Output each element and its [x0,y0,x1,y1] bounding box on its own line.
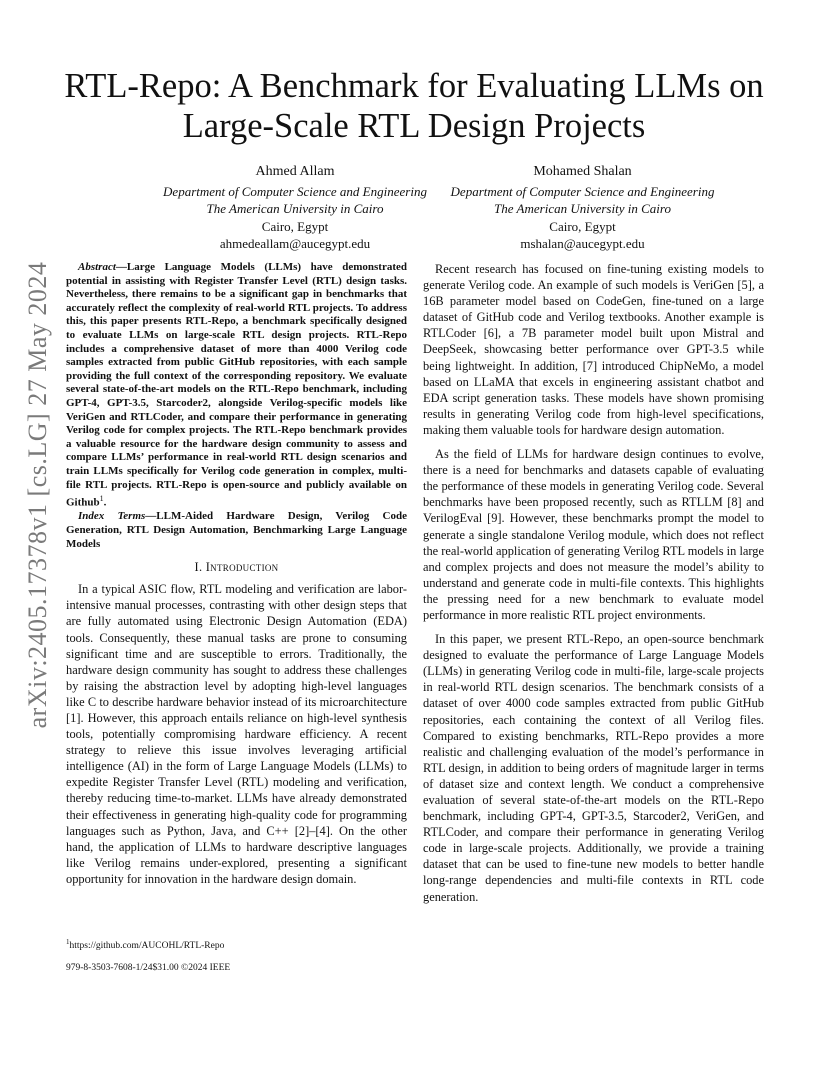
section-title: Introduction [205,560,279,575]
section-numeral: I. [194,560,206,575]
author-email: mshalan@aucegypt.edu [520,236,645,251]
author-university: The American University in Cairo [494,201,671,216]
author-block-2 [410,163,755,253]
arxiv-id: arXiv:2405.17378v1 [cs.LG] 27 May 2024 [23,261,52,729]
arxiv-sidebar-stamp [22,250,54,740]
right-column [423,261,764,905]
paragraph: In this paper, we present RTL-Repo, an open-source benchmark designed to evaluate the performance of Large Language Models (LLMs) in generating Verilog code in multi-file, large-scale projects in real-world RTL design scenarios. The benchmark consists of a dataset of over 4000 code samples extracted from public GitHub repositories, each containing the context of all Verilog files. Compared to existing benchmarks, RTL-Repo provides a more realistic and challenging evaluation of the model’s performance in RTL design, in addition to being orders of magnitude larger in terms of dataset size and context length. We conduct a comprehensive evaluation of several state-of-the-art models on the RTL-Repo benchmark, including GPT-4, GPT-3.5, Starcoder2, VeriGen, and RTLCoder, and compare their performance in generating Verilog code in large-scale projects. Additionally, we provide a training dataset that can be used to fine-tune new models to better handle long-range dependencies and multi-file contexts in RTL code generation. [423,632,764,904]
author-name: Mohamed Shalan [533,164,632,179]
author-department: Department of Computer Science and Engineering [450,183,715,199]
abstract-label: Abstract [78,261,116,273]
index-terms [66,510,407,551]
paragraph: In a typical ASIC flow, RTL modeling and verification are labor-intensive manual processes, contrasting with other design steps that are fully automated using Electronic Design Automation (EDA) tools. Consequently, these manual tasks are prone to consuming significant time and are susceptible to errors. Traditionally, the hardware design community has sought to address these challenges by raising the abstraction level by adopting high-level languages like C to describe hardware behavior instead of its microarchitecture [1]. However, this approach entails reliance on high-level synthesis tools, potentially compromising hardware efficiency. A recent strategy to relieve this issue involves leveraging artificial intelligence (AI) in the form of Large Language Models (LLMs) to expedite Register Transfer Level (RTL) modeling and verification, thereby reducing time-to-market. LLMs have already demonstrated their effectiveness in generating high-quality code for programming languages such as Python, Java, and C++ [2]–[4]. On the other hand, the application of LLMs to hardware descriptive languages like Verilog remains under-explored, presenting a significant opportunity for innovation in the hardware design domain. [66,582,407,886]
footnote-mark: 1 [99,494,104,504]
left-column [66,261,407,887]
title-line-1: RTL-Repo: A Benchmark for Evaluating LLMs on [64,67,764,105]
abstract [66,261,407,510]
abstract-text: —Large Language Models (LLMs) have demonstrated potential in assisting with Register Transfer Level (RTL) design tasks. Nevertheless, there remains to be a significant gap in benchmarks that accurately reflect the complexity of real-world RTL projects. To address this, this paper presents RTL-Repo, a benchmark specifically designed to evaluate LLMs on large-scale RTL design projects. RTL-Repo includes a comprehensive dataset of more than 4000 Verilog code samples extracted from public GitHub repositories, with each sample providing the full context of the corresponding repository. We evaluate several state-of-the-art models on the RTL-Repo benchmark, including GPT-4, GPT-3.5, Starcoder2, alongside Verilog-specific models like VeriGen and RTLCoder, and compare their performance in generating Verilog code for complex projects. The RTL-Repo benchmark provides a valuable resource for the hardware design community to assess and compare LLMs’ performance in real-world RTL design scenarios and train LLMs specifically for Verilog code generation in complex, multi-file RTL projects. RTL-Repo is open-source and publicly available on Github [66,261,407,509]
author-department: Department of Computer Science and Engineering [163,183,427,199]
author-city: Cairo, Egypt [549,218,616,234]
title-line-2: Large-Scale RTL Design Projects [182,107,646,145]
paper-title [60,66,768,146]
index-terms-label: Index Terms [78,510,146,523]
author-email: ahmedeallam@aucegypt.edu [219,236,371,251]
footnote-url [66,938,224,951]
author-block-1 [150,163,440,253]
footnote-number: 1 [66,938,70,946]
section-heading-introduction [66,559,407,575]
author-city: Cairo, Egypt [261,218,329,234]
author-university: The American University in Cairo [206,201,384,216]
index-terms-text: —LLM-Aided Hardware Design, Verilog Code Generation, RTL Design Automation, Benchmarking Large Language Models [66,510,407,550]
author-name: Ahmed Allam [255,164,335,179]
paragraph: As the field of LLMs for hardware design continues to evolve, there is a need for benchmarks and datasets capable of evaluating the performance of these models in generating Verilog code. Several benchmarks have been proposed recently, such as RTLLM [8] and VerilogEval [9]. However, these benchmarks prompt the model to generate a single standalone Verilog module, which does not reflect the real-world application of generating Verilog RTL models in large and complex projects and does not measure the model’s ability to understand and generate code in multi-file contexts. This highlights the pressing need for a new benchmark to evaluate model performance in more realistic RTL project environments. [423,447,764,622]
copyright-notice: 979-8-3503-7608-1/24$31.00 ©2024 IEEE [66,963,231,973]
paragraph: Recent research has focused on fine-tuning existing models to generate Verilog code. An example of such models is VeriGen [5], a 16B parameter model based on CodeGen, fine-tuned on a large dataset of GitHub code and Verilog textbooks. Another example is RTLCoder [6], a 7B parameter model built upon Mistral and DeepSeek, showcasing better performance over GPT-3.5 while being lightweight. In addition, [7] introduced ChipNeMo, a model based on LLaMA that excels in engineering assistant chatbot and EDA script generation tasks. These models have shown promising results in generating Verilog code from high-level specifications, making them valuable tools for hardware design automation. [423,262,764,437]
abstract-end: . [103,496,107,509]
footnote-text: https://github.com/AUCOHL/RTL-Repo [69,941,225,952]
